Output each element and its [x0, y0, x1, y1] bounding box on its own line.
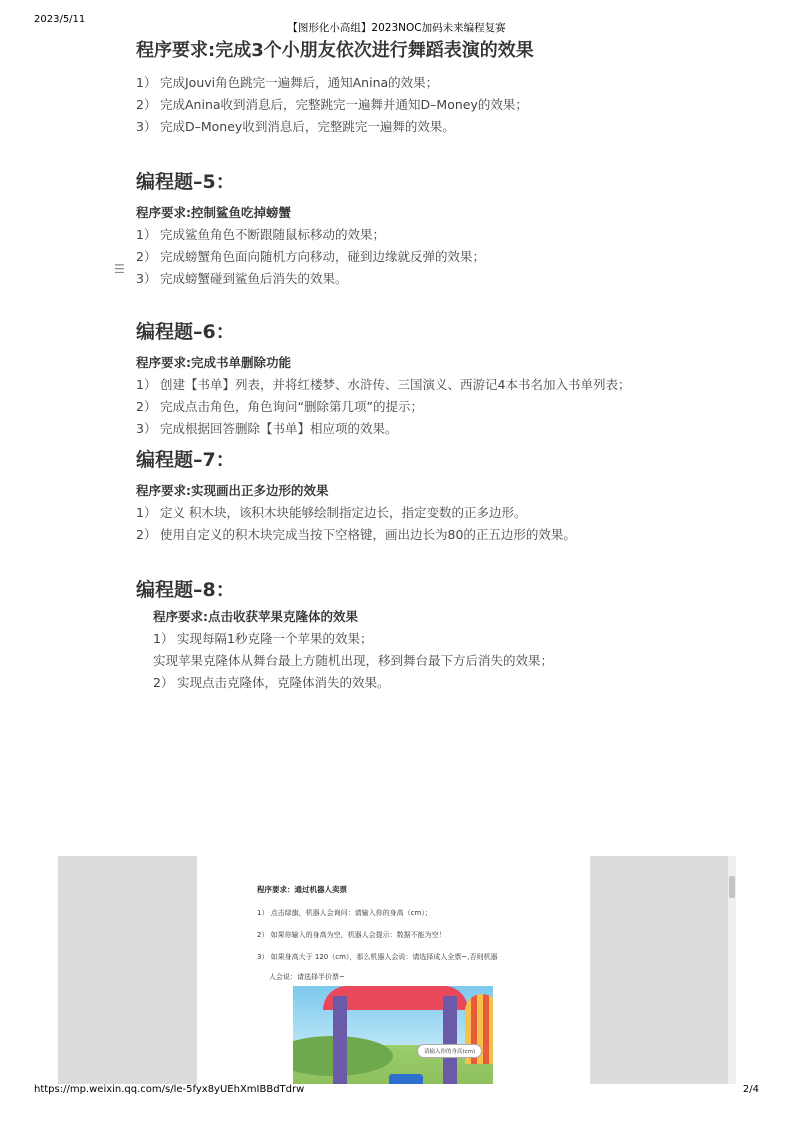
item-number: 1） [136, 377, 157, 392]
item-number: 3） [136, 271, 157, 286]
embedded-page [197, 856, 590, 1084]
embedded-line: 1） 点击绿旗，机器人会询问：请输入你的身高（cm）； [257, 909, 432, 917]
list-item [136, 418, 696, 440]
item-text: 完成螃蟹角色面向随机方向移动，碰到边缘就反弹的效果； [160, 249, 486, 264]
heading-q7: 编程题–7： [136, 449, 235, 471]
list-item [136, 116, 696, 138]
requirement-q8: 程序要求:点击收获苹果克隆体的效果 [153, 609, 358, 624]
list-item [136, 396, 696, 418]
game-stage-image [293, 986, 493, 1084]
gate-pillar-right [443, 996, 457, 1084]
list-item [136, 94, 696, 116]
embedded-scrollbar[interactable] [728, 856, 736, 1084]
item-number: 3） [136, 421, 157, 436]
heading-q5: 编程题–5： [136, 171, 235, 193]
item-number: 1） [136, 505, 157, 520]
list-item [153, 628, 696, 650]
page-url: https://mp.weixin.qq.com/s/le-5fyx8yUEhXmIBBdTdrw [34, 1084, 305, 1095]
embedded-line: 3） 如果身高大于 120（cm），那么机器人会说：请选择成人全票~,否则机器 [257, 953, 498, 961]
article-body [136, 38, 696, 694]
print-date: 2023/5/11 [34, 14, 86, 25]
item-text: 完成根据回答删除【书单】相应项的效果。 [160, 421, 398, 436]
requirement-q5: 程序要求:控制鲨鱼吃掉螃蟹 [136, 205, 291, 220]
embedded-line: 人会说：请选择半价票~ [269, 973, 345, 981]
item-number: 1） [136, 75, 157, 90]
item-number: 2） [136, 249, 157, 264]
print-header [34, 14, 759, 34]
item-text: 完成D–Money收到消息后，完整跳完一遍舞的效果。 [160, 119, 455, 134]
speech-bubble: 请输入你的身高(cm) [417, 1044, 482, 1058]
requirement-q7: 程序要求:实现画出正多边形的效果 [136, 483, 329, 498]
heading-q8: 编程题–8： [136, 579, 235, 601]
embedded-requirement: 程序要求：通过机器人卖票 [257, 885, 347, 894]
item-number: 1） [136, 227, 157, 242]
embedded-line: 2） 如果你输入的身高为空，机器人会提示：数据不能为空！ [257, 931, 446, 939]
list-item [136, 72, 696, 94]
item-text: 创建【书单】列表，并将红楼梦、水浒传、三国演义、西游记4本书名加入书单列表； [160, 377, 631, 392]
item-text: 完成螃蟹碰到鲨鱼后消失的效果。 [160, 271, 348, 286]
requirement-q6: 程序要求:完成书单删除功能 [136, 355, 291, 370]
list-item [136, 524, 696, 546]
item-number: 2） [136, 97, 157, 112]
scrollbar-thumb[interactable] [729, 876, 735, 898]
item-number: 2） [136, 527, 157, 542]
item-text: 实现每隔1秒克隆一个苹果的效果； [177, 631, 373, 646]
gate-pillar-left [333, 996, 347, 1084]
robot-sprite [389, 1074, 423, 1084]
item-text: 完成Anina收到消息后，完整跳完一遍舞并通知D–Money的效果； [160, 97, 528, 112]
requirement-dance: 程序要求:完成3个小朋友依次进行舞蹈表演的效果 [136, 40, 534, 61]
list-item [136, 224, 696, 246]
item-number: 2） [153, 675, 174, 690]
list-item [136, 374, 696, 396]
item-text: 完成点击角色，角色询问“删除第几项”的提示； [160, 399, 423, 414]
item-number: 3） [136, 119, 157, 134]
heading-q6: 编程题–6： [136, 321, 235, 343]
list-item-continuation: 实现苹果克隆体从舞台最上方随机出现，移到舞台最下方后消失的效果； [153, 653, 554, 668]
page-number: 2/4 [742, 1084, 759, 1095]
menu-icon[interactable]: ☰ [114, 262, 125, 276]
item-text: 完成Jouvi角色跳完一遍舞后，通知Anina的效果； [160, 75, 439, 90]
print-footer [34, 1084, 759, 1098]
list-item [136, 246, 696, 268]
item-text: 定义 积木块，该积木块能够绘制指定边长，指定变数的正多边形。 [160, 505, 527, 520]
item-number: 2） [136, 399, 157, 414]
list-item [136, 502, 696, 524]
item-text: 实现点击克隆体，克隆体消失的效果。 [177, 675, 390, 690]
embedded-document-screenshot [58, 856, 736, 1084]
list-item [153, 672, 696, 694]
item-number: 1） [153, 631, 174, 646]
print-title: 【图形化小高组】2023NOC加码未来编程复赛 [287, 22, 506, 34]
item-text: 使用自定义的积木块完成当按下空格键，画出边长为80的正五边形的效果。 [160, 527, 576, 542]
item-text: 完成鲨鱼角色不断跟随鼠标移动的效果； [160, 227, 386, 242]
list-item [136, 268, 696, 290]
